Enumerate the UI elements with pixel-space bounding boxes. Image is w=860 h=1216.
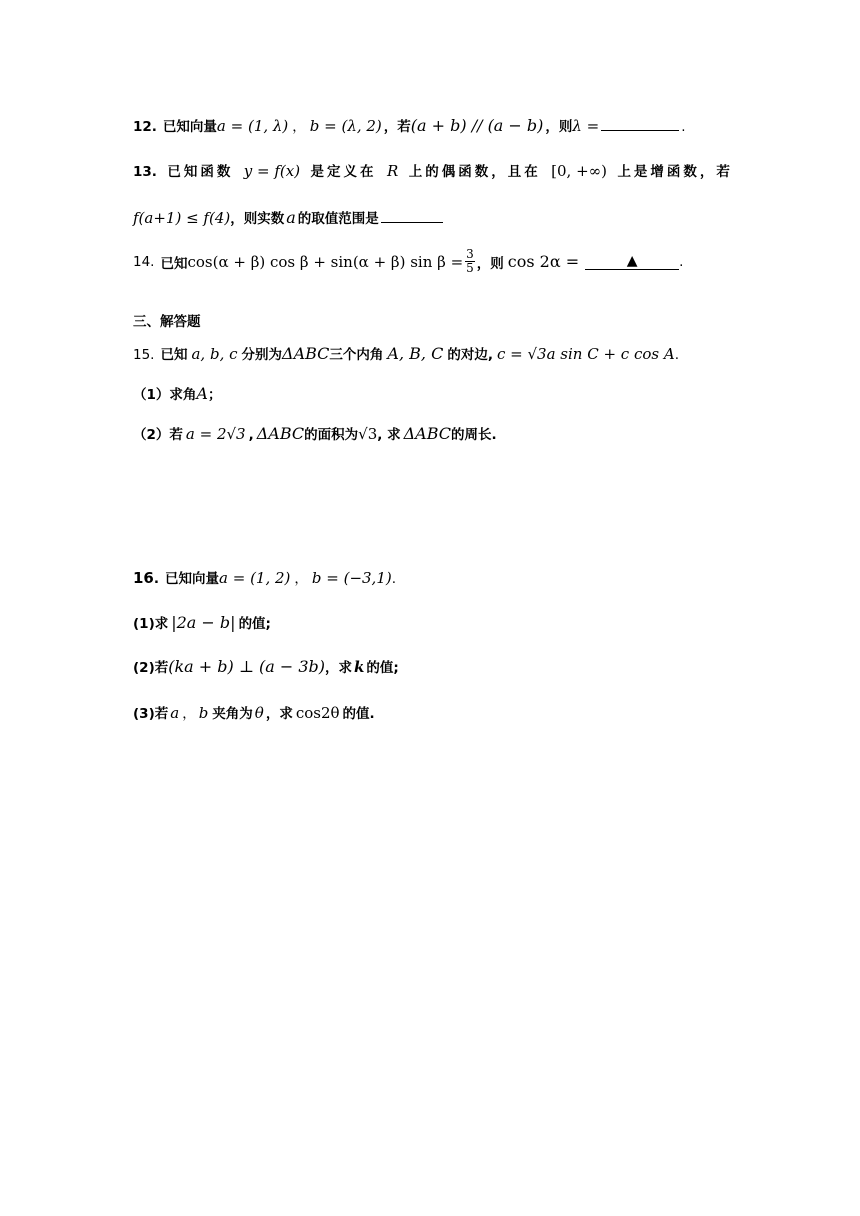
question-13 [133,160,733,180]
question-16-part-1 [133,612,271,632]
question-number: 14. [133,253,155,270]
math-expression: |2a − b| [171,613,236,632]
math-expression: a [286,208,296,227]
triangle-marker: ▲ [626,253,638,269]
question-text: 上是增函数，若 [617,164,733,180]
fraction-numerator: 3 [466,247,474,261]
question-text: ，求 [325,660,353,676]
separator: ， [182,706,196,722]
question-text: , 求 [377,427,401,443]
part-end: 的值; [366,660,399,676]
question-15-part-1 [133,383,221,403]
question-text: ，则实数 [230,211,285,227]
question-text: 的对边, [447,347,493,363]
part-label: （2）若 [133,427,183,443]
math-expression: θ [254,704,264,722]
math-expression: b [198,704,209,722]
math-expression: a = 2√3 [185,425,246,443]
question-text: ，则 [476,255,504,272]
question-16-part-3 [133,702,375,722]
question-text: 已知向量 [162,119,217,135]
math-expression: √3 [358,425,378,443]
answer-blank-with-marker [585,253,679,270]
math-expression: c = √3a sin C + c cos A [496,345,675,363]
period: . [679,253,684,270]
answer-blank [381,221,443,223]
question-16-part-2 [133,656,399,676]
question-number-dot: . [153,571,160,587]
math-expression: y = f(x) [243,162,301,180]
question-16 [133,567,396,587]
section-heading: 三、解答题 [133,314,201,330]
math-expression: (ka + b) ⊥ (a − 3b) [168,657,326,676]
question-number: 15. [133,347,155,363]
question-text: ，求 [265,706,293,722]
math-expression: f(a+1) ≤ f(4) [133,209,231,227]
question-text: 已知向量 [165,571,220,587]
math-expression: cos(α + β) cos β + sin(α + β) sin β = [187,252,464,271]
math-expression: cos2θ [295,704,340,722]
answer-blank [601,129,679,131]
separator: ， [294,571,308,587]
math-expression: [0, +∞) [551,162,607,180]
math-expression: a [170,704,180,722]
question-text: 的周长. [451,427,497,443]
question-15-part-2 [133,423,497,443]
question-text: 是定义在 [310,164,377,180]
question-text: 已知函数 [167,164,234,180]
separator: , [248,427,254,443]
question-text: 的取值范围是 [297,211,379,227]
part-end: 的值. [342,706,375,722]
math-expression: (a + b) // (a − b) [410,116,544,135]
period: . [674,347,679,363]
math-expression: a = (1, λ) [216,117,289,135]
math-expression: a, b, c [191,345,238,363]
part-label: （1）求角 [133,387,197,403]
part-label: (2)若 [133,660,169,676]
part-label: (1)求 [133,616,169,632]
math-expression: R [386,162,399,180]
question-text: 已知 [160,347,188,363]
period: . [681,119,686,135]
math-expression: ΔABC [403,424,452,443]
fraction-denominator: 5 [466,261,474,275]
part-label: (3)若 [133,706,169,722]
question-text: 的面积为 [304,427,359,443]
question-13-continued [133,207,445,227]
period: . [391,571,397,587]
math-expression: cos 2α = [507,252,580,271]
question-text: 分别为 [241,347,283,363]
question-15 [133,343,679,363]
part-end: ； [207,387,222,403]
question-text: 夹角为 [212,706,253,722]
question-number: 13. [133,164,157,180]
separator: ， [292,119,306,135]
math-expression: λ = [572,117,600,135]
math-expression: b = (−3,1) [311,569,392,587]
question-number: 12. [133,119,157,135]
question-number: 16 [133,569,154,587]
question-text: ，若 [383,119,411,135]
question-text: ，则 [545,119,573,135]
math-expression: ΔABC [256,424,305,443]
part-end: 的值; [238,616,271,632]
math-variable: k [354,658,365,676]
question-14 [133,248,683,275]
question-text: 三个内角 [329,347,384,363]
section-title [133,310,201,330]
math-expression: A, B, C [387,344,444,363]
math-expression: A [196,384,208,403]
question-12 [133,115,686,135]
math-expression: a = (1, 2) [219,569,291,587]
fraction [465,248,475,275]
math-expression: ΔABC [282,344,330,363]
math-expression: b = (λ, 2) [309,117,382,135]
question-text: 已知 [160,255,188,272]
question-text: 上的偶函数，且在 [408,164,541,180]
